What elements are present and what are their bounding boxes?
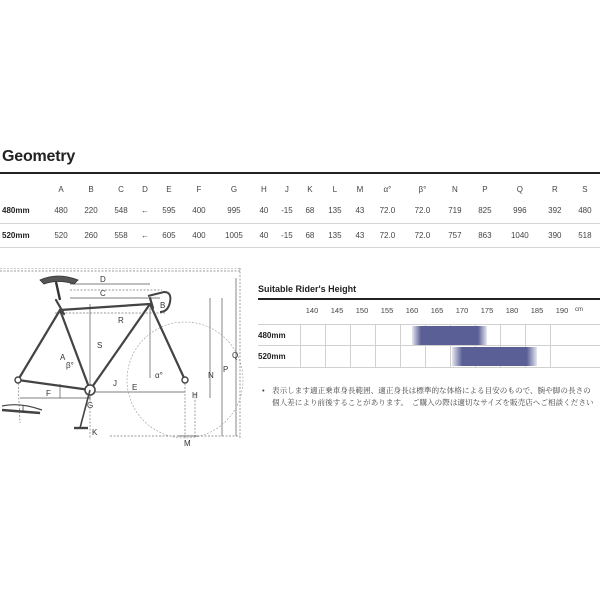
grid-cell bbox=[550, 325, 575, 346]
label-E: E bbox=[132, 383, 138, 392]
label-K: K bbox=[92, 428, 98, 437]
rider-height-row bbox=[258, 324, 600, 346]
col-header: N bbox=[451, 185, 458, 194]
label-R: R bbox=[118, 316, 124, 325]
grid-cell bbox=[525, 325, 550, 346]
scale-tick: 150 bbox=[355, 306, 369, 315]
col-header: D bbox=[142, 185, 148, 194]
table-cell: 220 bbox=[76, 199, 106, 223]
label-alpha: α° bbox=[155, 371, 163, 380]
table-cell: 390 bbox=[540, 223, 570, 247]
label-P: P bbox=[223, 365, 229, 374]
grid-cell bbox=[300, 346, 325, 367]
col-header: K bbox=[307, 185, 313, 194]
table-cell: 135 bbox=[320, 199, 350, 223]
table-cell: 40 bbox=[254, 223, 274, 247]
rear-axle bbox=[15, 377, 21, 383]
scale-tick: 160 bbox=[405, 306, 419, 315]
rider-height-rule bbox=[258, 298, 600, 300]
col-header: P bbox=[482, 185, 488, 194]
table-cell: 68 bbox=[300, 199, 320, 223]
table-cell: 43 bbox=[350, 199, 370, 223]
geometry-title: Geometry bbox=[2, 148, 76, 165]
table-cell: 40 bbox=[254, 199, 274, 223]
col-header: H bbox=[261, 185, 267, 194]
table-cell: 548 bbox=[106, 199, 136, 223]
label-M: M bbox=[184, 439, 191, 448]
label-G: G bbox=[87, 401, 94, 410]
table-cell: 135 bbox=[320, 223, 350, 247]
table-cell: 719 bbox=[440, 199, 470, 223]
bike-geometry-diagram bbox=[0, 268, 250, 454]
table-cell: 72.0 bbox=[370, 199, 405, 223]
grid-cell bbox=[300, 325, 325, 346]
grid-cell bbox=[350, 346, 375, 367]
table-cell: 863 bbox=[470, 223, 500, 247]
scale-tick: 155 bbox=[380, 306, 394, 315]
front-axle bbox=[182, 377, 188, 383]
col-header: F bbox=[196, 185, 202, 194]
rider-height-row bbox=[258, 346, 600, 368]
table-cell: 72.0 bbox=[370, 223, 405, 247]
table-cell: 825 bbox=[470, 199, 500, 223]
table-cell: 605 bbox=[154, 223, 184, 247]
scale-tick: 175 bbox=[480, 306, 494, 315]
scale-tick: 190 bbox=[555, 306, 569, 315]
rider-height-title: Suitable Rider's Height bbox=[258, 284, 357, 294]
col-header: G bbox=[230, 185, 238, 194]
note-bullet: • bbox=[262, 386, 265, 395]
label-L: L bbox=[22, 405, 27, 414]
table-row bbox=[0, 223, 600, 247]
table-cell: -15 bbox=[274, 223, 300, 247]
table-cell: 68 bbox=[300, 223, 320, 247]
grid-cell bbox=[375, 346, 400, 367]
scale-unit: cm bbox=[575, 307, 583, 313]
col-header: E bbox=[166, 185, 172, 194]
label-D: D bbox=[100, 275, 106, 284]
row-size-label: 480mm bbox=[0, 199, 46, 223]
label-J: J bbox=[113, 379, 117, 388]
label-beta: β° bbox=[66, 361, 74, 370]
geometry-header-corner bbox=[0, 180, 46, 199]
col-header: Q bbox=[516, 185, 523, 194]
label-C: C bbox=[100, 289, 106, 298]
col-header: R bbox=[551, 185, 558, 194]
table-cell: 518 bbox=[570, 223, 600, 247]
label-H: H bbox=[192, 391, 198, 400]
col-header: M bbox=[356, 185, 364, 194]
label-N: N bbox=[208, 371, 214, 380]
col-header: α° bbox=[383, 185, 392, 194]
table-cell: 260 bbox=[76, 223, 106, 247]
dimension-lines bbox=[20, 278, 239, 436]
geometry-table bbox=[0, 180, 600, 248]
height-range-bar bbox=[452, 347, 537, 366]
label-A: A bbox=[60, 353, 66, 362]
label-B: B bbox=[160, 301, 166, 310]
table-cell: 480 bbox=[570, 199, 600, 223]
height-range-bar bbox=[412, 326, 487, 345]
note-text: 表示します適正乗車身長範囲、適正身長は標準的な体格による目安のもので、腕や脚の長さの個人差により前後することがあります。 ご購入の際は適切なサイズを販売店へご相談ください bbox=[272, 386, 594, 407]
rider-height-size-label: 520mm bbox=[258, 352, 286, 361]
grid-cell bbox=[375, 325, 400, 346]
grid-cell bbox=[325, 325, 350, 346]
table-cell: 72.0 bbox=[405, 223, 440, 247]
col-header: A bbox=[58, 185, 64, 194]
grid-cell bbox=[500, 325, 525, 346]
table-cell: 1005 bbox=[214, 223, 254, 247]
table-cell: 400 bbox=[184, 199, 214, 223]
col-header: β° bbox=[418, 185, 427, 194]
scale-tick: 165 bbox=[430, 306, 444, 315]
table-cell: ← bbox=[136, 223, 154, 247]
label-S: S bbox=[97, 341, 103, 350]
scale-tick: 145 bbox=[330, 306, 344, 315]
rider-height-scale bbox=[305, 306, 583, 320]
geometry-title-rule bbox=[0, 172, 600, 174]
table-cell: 757 bbox=[440, 223, 470, 247]
table-cell: 520 bbox=[46, 223, 76, 247]
table-row bbox=[0, 199, 600, 223]
scale-tick: 140 bbox=[305, 306, 319, 315]
row-size-label: 520mm bbox=[0, 223, 46, 247]
table-cell: ← bbox=[136, 199, 154, 223]
grid-cell bbox=[425, 346, 450, 367]
grid-cell bbox=[400, 346, 425, 367]
grid-cell bbox=[350, 325, 375, 346]
col-header: C bbox=[118, 185, 124, 194]
table-cell: 995 bbox=[214, 199, 254, 223]
table-cell: 43 bbox=[350, 223, 370, 247]
table-cell: 595 bbox=[154, 199, 184, 223]
rider-height-size-label: 480mm bbox=[258, 331, 286, 340]
saddle bbox=[40, 276, 78, 300]
table-cell: 480 bbox=[46, 199, 76, 223]
geometry-header-row bbox=[0, 180, 600, 199]
table-cell: 72.0 bbox=[405, 199, 440, 223]
table-cell: 1040 bbox=[500, 223, 540, 247]
size-note bbox=[262, 385, 597, 409]
label-F: F bbox=[46, 389, 51, 398]
col-header: L bbox=[332, 185, 338, 194]
col-header: B bbox=[88, 185, 94, 194]
scale-tick: 180 bbox=[505, 306, 519, 315]
table-cell: 392 bbox=[540, 199, 570, 223]
scale-tick: 170 bbox=[455, 306, 469, 315]
col-header: S bbox=[582, 185, 588, 194]
table-cell: -15 bbox=[274, 199, 300, 223]
col-header: J bbox=[284, 185, 289, 194]
table-cell: 558 bbox=[106, 223, 136, 247]
table-cell: 996 bbox=[500, 199, 540, 223]
label-Q: Q bbox=[232, 351, 239, 360]
grid-cell bbox=[325, 346, 350, 367]
scale-tick: 185 bbox=[530, 306, 544, 315]
table-cell: 400 bbox=[184, 223, 214, 247]
grid-cell bbox=[550, 346, 575, 367]
